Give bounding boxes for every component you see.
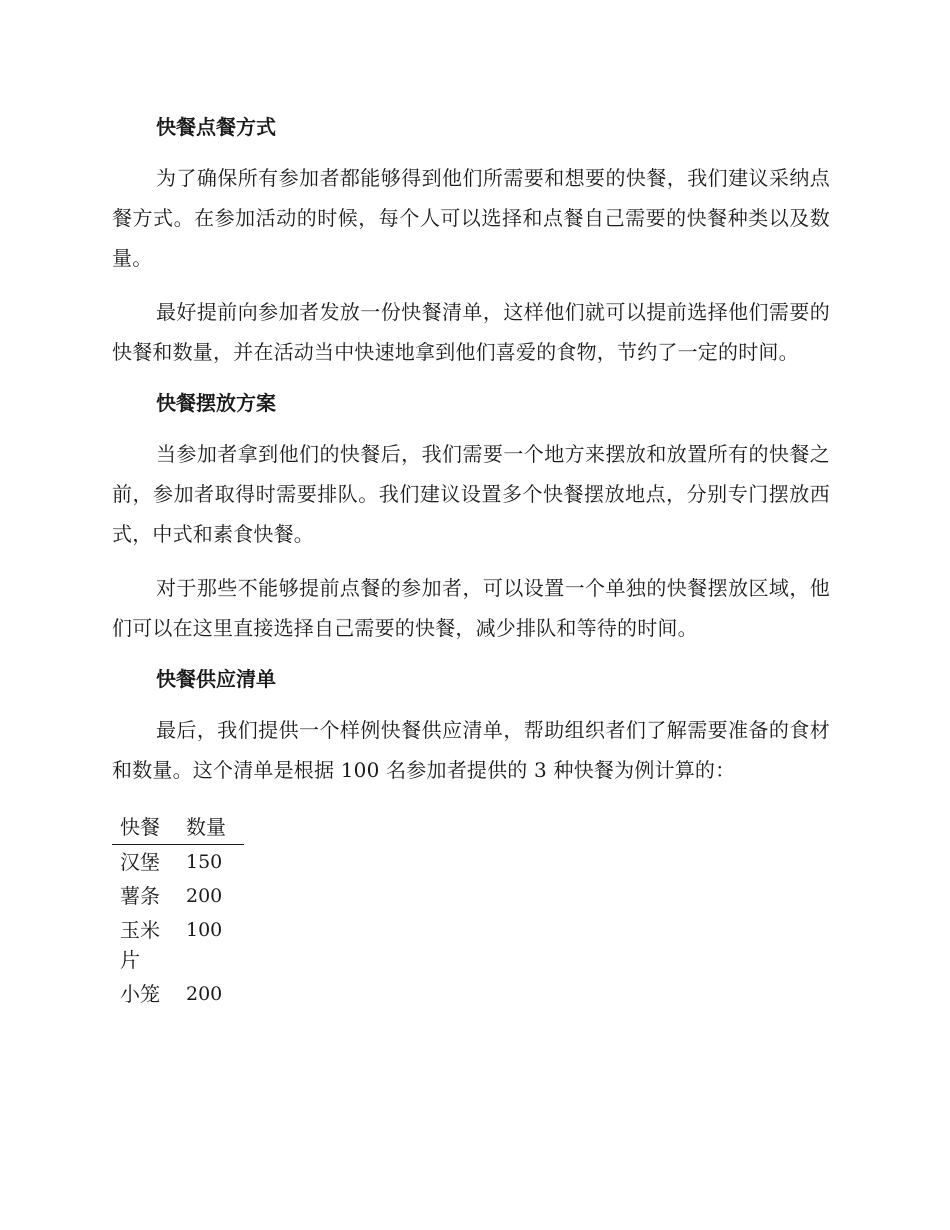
table-cell-quantity: 200	[186, 983, 223, 1005]
table-row	[112, 913, 244, 977]
table-cell-quantity: 100	[186, 919, 223, 941]
table-header-quantity: 数量	[178, 812, 244, 845]
table-cell-food: 汉堡	[120, 850, 160, 874]
table-row	[112, 845, 244, 880]
table-header-row	[112, 812, 244, 845]
table-cell-food: 薯条	[120, 884, 160, 908]
table-cell-food: 玉米片	[120, 918, 160, 972]
section-heading-ordering: 快餐点餐方式	[156, 115, 276, 139]
table-cell-food: 小笼	[120, 982, 160, 1006]
paragraph-ordering-1: 为了确保所有参加者都能够得到他们所需要和想要的快餐，我们建议采纳点餐方式。在参加活动的时候，每个人可以选择和点餐自己需要的快餐种类以及数量。	[112, 166, 830, 270]
paragraph-supply-1: 最后，我们提供一个样例快餐供应清单，帮助组织者们了解需要准备的食材和数量。这个清单是根据 100 名参加者提供的 3 种快餐为例计算的：	[112, 718, 830, 782]
table-header-food: 快餐	[112, 812, 178, 845]
table-cell-quantity: 150	[186, 851, 223, 873]
paragraph-ordering-2: 最好提前向参加者发放一份快餐清单，这样他们就可以提前选择他们需要的快餐和数量，并在活动当中快速地拿到他们喜爱的食物，节约了一定的时间。	[112, 300, 830, 364]
table-row	[112, 977, 244, 1011]
supply-table	[112, 812, 244, 1011]
section-heading-supply: 快餐供应清单	[156, 667, 276, 691]
document-page	[112, 110, 830, 1011]
section-heading-placement: 快餐摆放方案	[156, 391, 276, 415]
table-cell-quantity: 200	[186, 885, 223, 907]
table-row	[112, 879, 244, 913]
paragraph-placement-1: 当参加者拿到他们的快餐后，我们需要一个地方来摆放和放置所有的快餐之前，参加者取得时需要排队。我们建议设置多个快餐摆放地点，分别专门摆放西式，中式和素食快餐。	[112, 442, 830, 546]
paragraph-placement-2: 对于那些不能够提前点餐的参加者，可以设置一个单独的快餐摆放区域，他们可以在这里直接选择自己需要的快餐，减少排队和等待的时间。	[112, 576, 830, 640]
